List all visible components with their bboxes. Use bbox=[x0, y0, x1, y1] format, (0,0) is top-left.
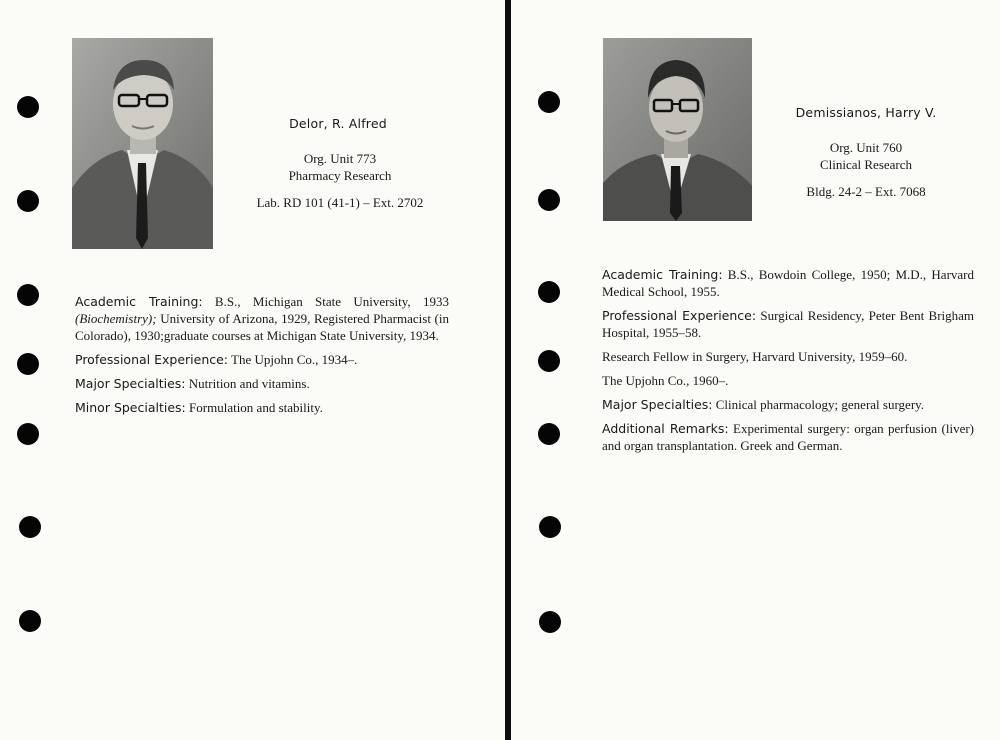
contact-info bbox=[766, 139, 966, 200]
academic-training bbox=[75, 293, 449, 344]
upjohn-employment: The Upjohn Co., 1960–. bbox=[602, 373, 729, 388]
binder-hole bbox=[19, 610, 41, 632]
major-specialties bbox=[75, 375, 449, 392]
binder-hole bbox=[538, 350, 560, 372]
binder-hole bbox=[538, 91, 560, 113]
academic-training-text: B.S., Bowdoin College, 1950; M.D., Harvard Medical School, 1955. bbox=[602, 267, 974, 299]
professional-experience-label: Professional Experience: bbox=[75, 352, 229, 367]
portrait-photo bbox=[603, 38, 752, 221]
additional-remarks bbox=[602, 420, 974, 454]
location: Lab. RD 101 (41-1) – Ext. 2702 bbox=[256, 195, 424, 210]
research-fellow: Research Fellow in Surgery, Harvard University, 1959–60. bbox=[602, 349, 908, 364]
department: Pharmacy Research bbox=[288, 168, 392, 183]
binder-hole bbox=[538, 189, 560, 211]
binder-hole bbox=[17, 284, 39, 306]
binder-hole bbox=[17, 190, 39, 212]
org-unit: Org. Unit 773 bbox=[303, 151, 377, 166]
portrait-photo bbox=[72, 38, 213, 249]
person-name: Delor, R. Alfred bbox=[289, 116, 387, 131]
biography bbox=[75, 293, 449, 423]
org-unit: Org. Unit 760 bbox=[829, 140, 903, 155]
major-specialties bbox=[602, 396, 974, 413]
binder-hole bbox=[17, 353, 39, 375]
academic-training-label: Academic Training: bbox=[75, 294, 203, 309]
professional-experience-text: The Upjohn Co., 1934–. bbox=[231, 352, 358, 367]
minor-specialties-text: Formulation and stability. bbox=[189, 400, 323, 415]
additional-remarks-label: Additional Remarks: bbox=[602, 421, 729, 436]
minor-specialties-label: Minor Specialties: bbox=[75, 400, 186, 415]
academic-training-label: Academic Training: bbox=[602, 267, 723, 282]
binder-hole bbox=[17, 96, 39, 118]
professional-experience-text: Surgical Residency, Peter Bent Brigham Hospital, 1955–58. bbox=[602, 308, 975, 340]
binder-hole bbox=[538, 281, 560, 303]
major-specialties-text: Clinical pharmacology; general surgery. bbox=[715, 397, 925, 412]
biography bbox=[602, 266, 974, 461]
academic-training-italic: (Biochemistry); bbox=[75, 311, 157, 326]
additional-remarks-text: Experimental surgery: organ perfusion (liver) and organ transplantation. Greek and German. bbox=[602, 421, 974, 453]
binder-hole bbox=[538, 423, 560, 445]
department: Clinical Research bbox=[819, 157, 913, 172]
academic-training-text: B.S., Michigan State University, 1933 bbox=[214, 294, 449, 309]
binder-hole bbox=[19, 516, 41, 538]
contact-info bbox=[225, 150, 455, 211]
academic-training bbox=[602, 266, 974, 300]
major-specialties-text: Nutrition and vitamins. bbox=[188, 376, 310, 391]
binder-hole bbox=[539, 516, 561, 538]
major-specialties-label: Major Specialties: bbox=[602, 397, 713, 412]
right-page bbox=[511, 0, 1000, 740]
binder-hole bbox=[17, 423, 39, 445]
minor-specialties bbox=[75, 399, 449, 416]
location: Bldg. 24-2 – Ext. 7068 bbox=[806, 184, 926, 199]
professional-experience bbox=[75, 351, 449, 368]
academic-training-text-2: University of Arizona, 1929, Registered Pharmacist (in Colorado), 1930;graduate courses at Michigan State University, 1934. bbox=[75, 311, 449, 343]
major-specialties-label: Major Specialties: bbox=[75, 376, 186, 391]
person-name: Demissianos, Harry V. bbox=[795, 105, 937, 120]
binder-hole bbox=[539, 611, 561, 633]
professional-experience bbox=[602, 307, 974, 341]
professional-experience-label: Professional Experience: bbox=[602, 308, 757, 323]
